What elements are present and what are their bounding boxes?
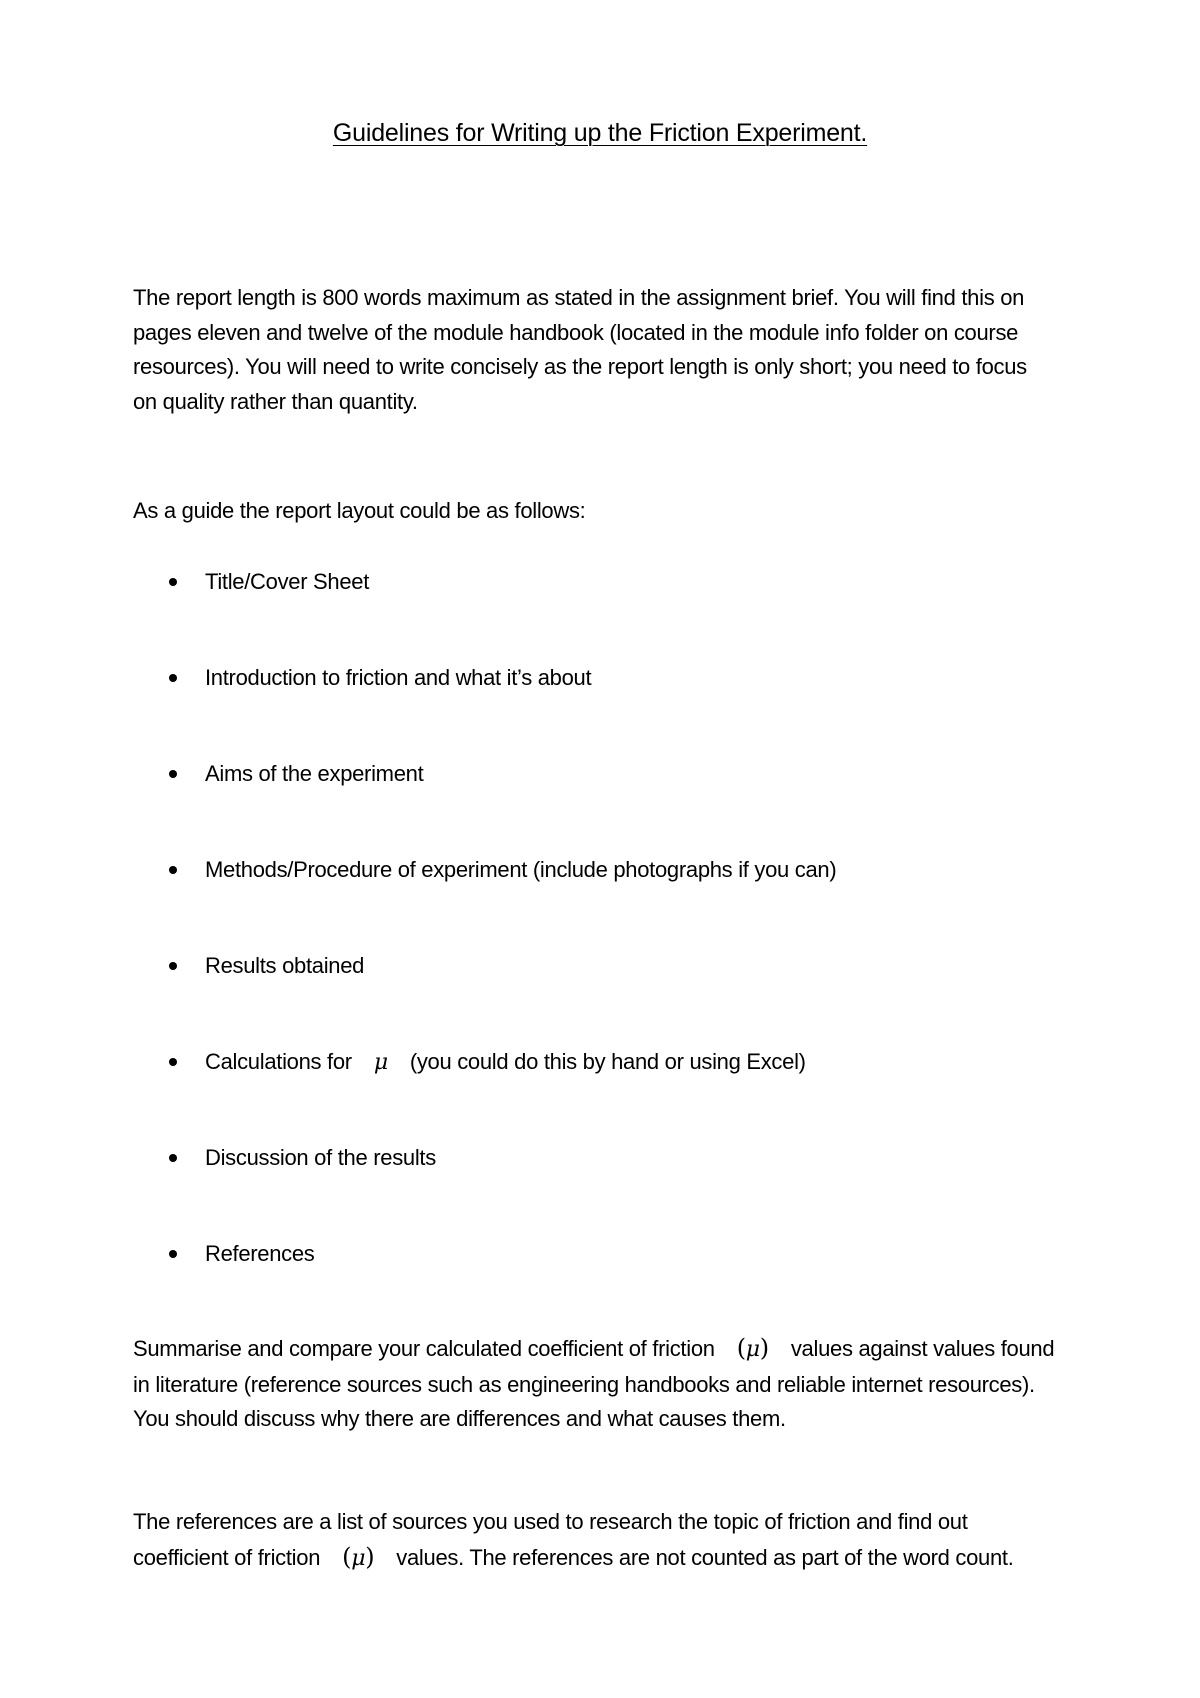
- calc-note: (you could do this by hand or using Excel): [409, 1049, 806, 1074]
- intro-paragraph: [133, 281, 1103, 419]
- list-item: [133, 949, 1083, 983]
- list-item-text: References: [205, 1241, 315, 1266]
- paren-open: (: [736, 1334, 746, 1362]
- summary-paragraph: [133, 1331, 1103, 1437]
- list-item-text: Introduction to friction and what it’s about: [205, 665, 592, 690]
- intro-line: resources). You will need to write concisely as the report length is only short; you need to focus: [133, 354, 1027, 379]
- references-text: values. The references are not counted as part of the word count.: [396, 1544, 1014, 1570]
- intro-line: on quality rather than quantity.: [133, 388, 418, 414]
- paren-open: (: [342, 1542, 352, 1571]
- summary-line: [133, 1331, 1103, 1368]
- bullet-icon: [169, 962, 177, 970]
- calc-label: Calculations for: [205, 1049, 352, 1074]
- bullet-icon: [169, 1058, 177, 1066]
- bullet-icon: [169, 674, 177, 682]
- references-paragraph: [133, 1505, 1103, 1576]
- summary-line: You should discuss why there are differences and what causes them.: [133, 1406, 786, 1431]
- list-item: [133, 661, 1083, 695]
- list-item: [133, 1045, 1083, 1079]
- mu-symbol: μ: [373, 1050, 388, 1075]
- list-item: [133, 853, 1083, 887]
- intro-line: The report length is 800 words maximum as stated in the assignment brief. You will find this on: [133, 285, 1025, 310]
- list-item: [133, 565, 1083, 599]
- references-line: The references are a list of sources you used to research the topic of friction and find out: [133, 1509, 968, 1534]
- document-title: Guidelines for Writing up the Friction Experiment.: [332, 119, 868, 147]
- summary-text: values against values found: [790, 1336, 1055, 1361]
- list-item: [133, 757, 1083, 791]
- list-item-text: Methods/Procedure of experiment (include photographs if you can): [205, 857, 837, 882]
- bullet-icon: [169, 1154, 177, 1162]
- references-line: [133, 1540, 1103, 1577]
- list-item-text: Aims of the experiment: [205, 761, 424, 786]
- bullet-icon: [169, 866, 177, 874]
- list-item: [133, 1141, 1083, 1175]
- bullet-icon: [169, 578, 177, 586]
- mu-symbol: μ: [351, 1545, 366, 1571]
- list-item-text: [205, 1045, 806, 1080]
- list-item-text: Discussion of the results: [205, 1145, 436, 1170]
- paren-close: ): [759, 1334, 769, 1362]
- paren-close: ): [365, 1542, 375, 1571]
- list-item-text: Results obtained: [205, 953, 365, 978]
- layout-intro-text: As a guide the report layout could be as follows:: [133, 498, 586, 523]
- list-item-text: Title/Cover Sheet: [205, 569, 370, 594]
- bullet-icon: [169, 1250, 177, 1258]
- bullet-icon: [169, 770, 177, 778]
- mu-symbol: μ: [745, 1337, 760, 1362]
- intro-line: pages eleven and twelve of the module handbook (located in the module info folder on course: [133, 319, 1019, 345]
- summary-text: Summarise and compare your calculated coefficient of friction: [133, 1336, 715, 1361]
- summary-line: in literature (reference sources such as engineering handbooks and reliable internet resources).: [133, 1371, 1035, 1397]
- list-item: [133, 1237, 1083, 1271]
- references-text: coefficient of friction: [133, 1544, 321, 1570]
